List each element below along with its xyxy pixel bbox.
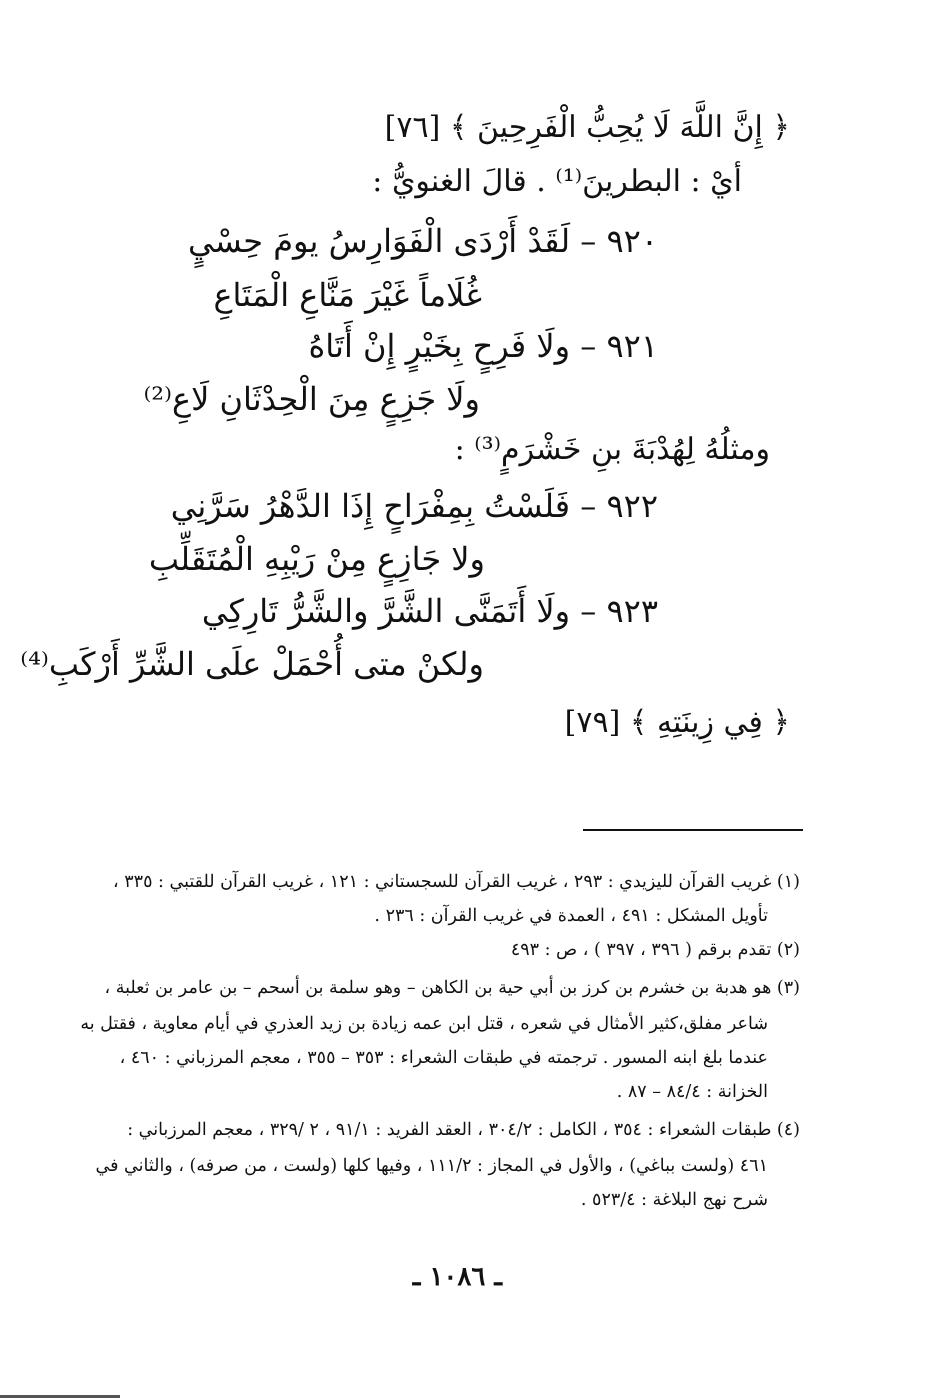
footnote-3-line-2: شاعر مفلق،كثير الأمثال في شعره ، قتل ابن عمه زيادة بن زيد العذري في أيام معاوية ، فقتل به [80, 1014, 768, 1034]
footnote-separator [583, 829, 803, 831]
verse-921-first-hemistich: ٩٢١ – ولَا فَرِحٍ بِخَيْرٍ إِنْ أَتَاهُ [308, 327, 658, 365]
footnote-4-line-1: (٤) طبقات الشعراء : ٣٥٤ ، الكامل : ٣٠٤/٢ ، العقد الفريد : ٩١/١ ، ٢ /٣٢٩ ، معجم المرزباني : [127, 1120, 800, 1140]
verse-920-second-hemistich: غُلَاماً غَيْرَ مَنَّاعِ الْمَتَاعِ [213, 276, 482, 314]
quran-verse-76: ﴿ إِنَّ اللَّهَ لَا يُحِبُّ الْفَرِحِينَ ﴾ [٧٦] [384, 110, 790, 145]
footnote-1-line-1: (١) غريب القرآن لليزيدي : ٢٩٣ ، غريب القرآن للسجستاني : ١٢١ ، غريب القرآن للقتبي : ٣٣٥ ، [113, 872, 800, 892]
footnote-4-line-2: ٤٦١ (ولست بباغي) ، والأول في المجاز : ١١١/٢ ، وفيها كلها (ولست ، من صرفه) ، والثاني في [95, 1156, 768, 1176]
page-number: ـ ١٠٨٦ ـ [412, 1262, 502, 1292]
footnote-1-line-2: تأويل المشكل : ٤٩١ ، العمدة في غريب القرآن : ٢٣٦ . [374, 906, 768, 926]
gloss-line: أيْ : البطرينَ⁽¹⁾ . قالَ الغنويُّ : [372, 164, 742, 199]
footnote-3-line-4: الخزانة : ٨٤/٤ – ٨٧ . [616, 1082, 768, 1102]
verse-922-second-hemistich: ولا جَازِعٍ مِنْ رَيْبِهِ الْمُتَقَلِّبِ [148, 540, 485, 578]
footnote-3-line-3: عندما بلغ ابنه المسور . ترجمته في طبقات الشعراء : ٣٥٣ – ٣٥٥ ، معجم المرزباني : ٤٦٠ ، [119, 1048, 768, 1068]
footnote-2-line-1: (٢) تقدم برقم ( ٣٩٦ ، ٣٩٧ ) ، ص : ٤٩٣ [510, 940, 800, 960]
quran-verse-79: ﴿ فِي زِينَتِهِ ﴾ [٧٩] [564, 705, 790, 740]
footnote-4-line-3: شرح نهج البلاغة : ٥٢٣/٤ . [580, 1190, 768, 1210]
verse-921-second-hemistich: ولَا جَزِعٍ مِنَ الْحِدْثَانِ لَاعِ⁽²⁾ [143, 380, 480, 418]
verse-923-second-hemistich: ولكنْ متى أُحْمَلْ علَى الشَّرِّ أَرْكَبِ⁽⁴⁾ [20, 645, 484, 683]
verse-920-first-hemistich: ٩٢٠ – لَقَدْ أَرْدَى الْفَوَارِسُ يومَ حِسْيٍ [188, 222, 658, 260]
footnote-3-line-1: (٣) هو هدبة بن خشرم بن كرز بن أبي حية بن الكاهن – وهو سلمة بن أسحم – بن عامر بن ثعلبة ، [104, 978, 800, 998]
intro-hudba: ومثلُهُ لِهُدْبَةَ بنِ خَشْرَمٍ⁽³⁾ : [454, 432, 770, 467]
verse-923-first-hemistich: ٩٢٣ – ولَا أَتَمَنَّى الشَّرَّ والشَّرُّ تَارِكِي [201, 592, 658, 630]
verse-922-first-hemistich: ٩٢٢ – فَلَسْتُ بِمِفْرَاحٍ إِذَا الدَّهْرُ سَرَّنِي [170, 487, 658, 525]
